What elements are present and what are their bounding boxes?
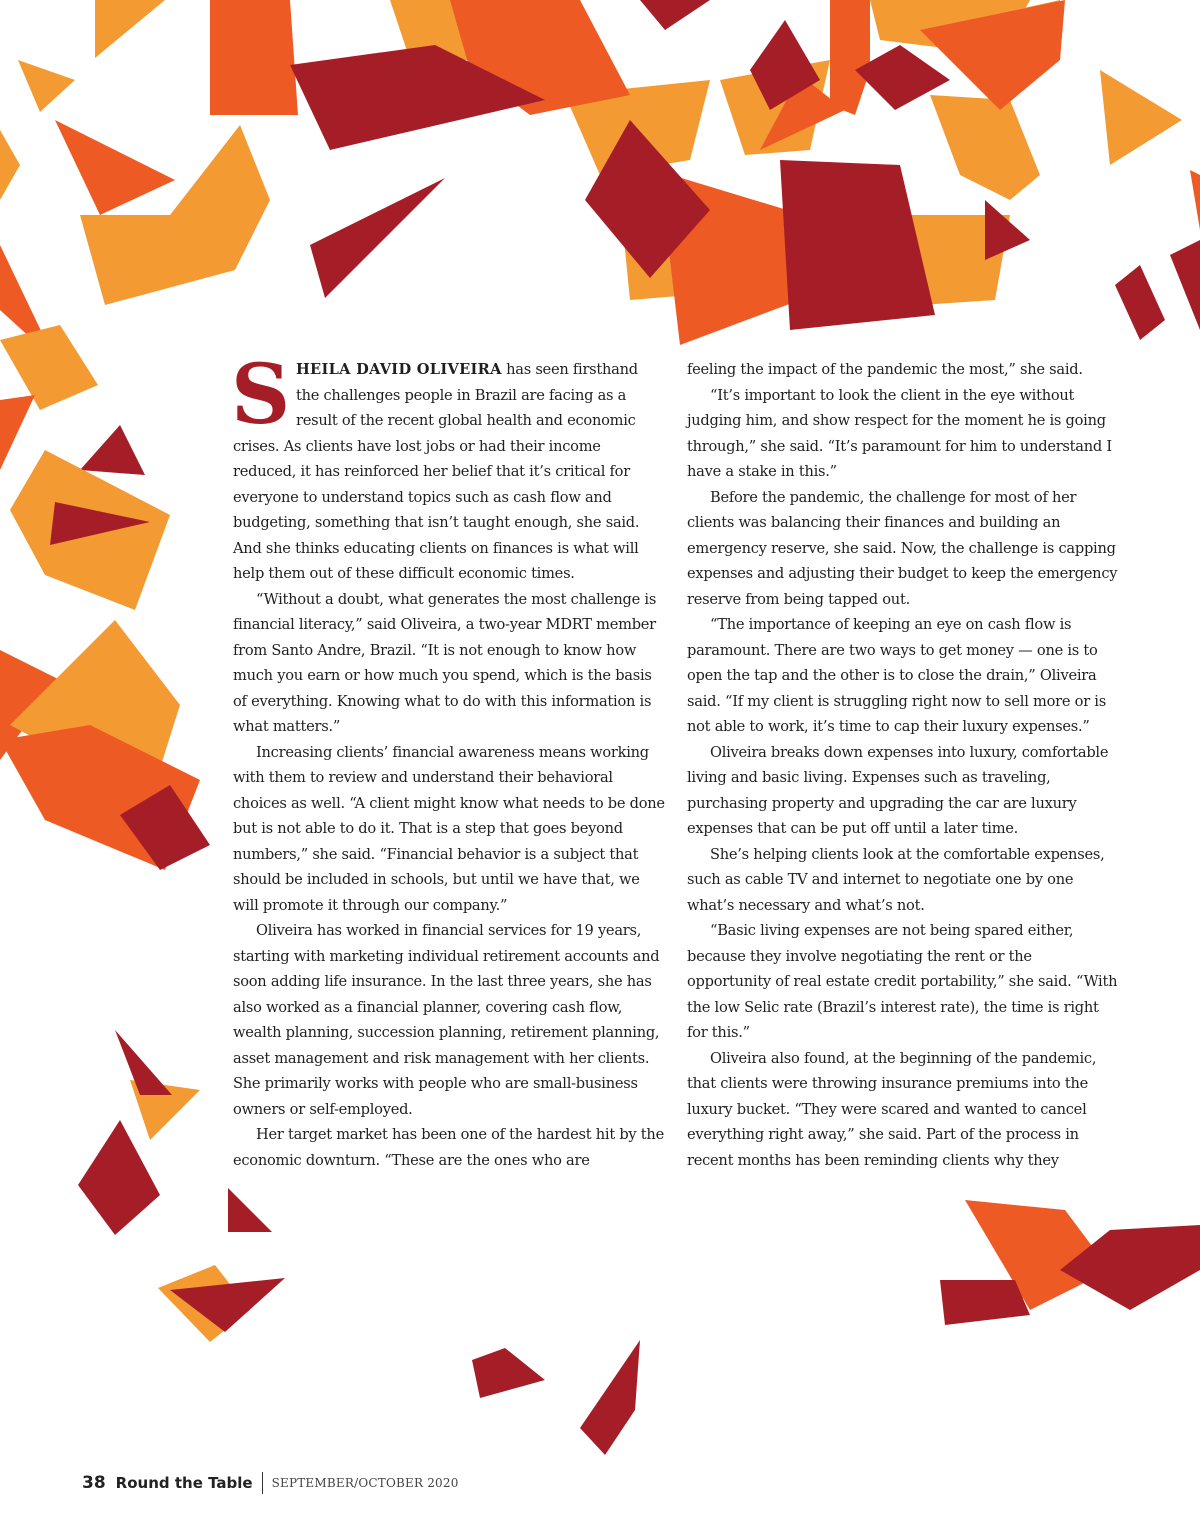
confetti-shape: [210, 0, 298, 115]
body-paragraph: “The importance of keeping an eye on cash flow is paramount. There are two ways to get money — one is to open the tap and the other is to close the drain,” Oliveira said. “If my client is struggling right now to sell more or is not able to work, it’s time to cap their luxury expenses.”: [687, 616, 1106, 735]
confetti-shape: [940, 1280, 1030, 1325]
confetti-shape: [780, 160, 935, 330]
confetti-shape: [985, 200, 1030, 260]
body-paragraph: She’s helping clients look at the comfortable expenses, such as cable TV and internet to negotiate one by one what’s necessary and what’s not.: [687, 845, 1105, 914]
confetti-shape: [0, 130, 20, 200]
lead-name: HEILA DAVID OLIVEIRA: [295, 361, 502, 378]
body-paragraph: Oliveira has worked in financial services for 19 years, starting with marketing individual retirement accounts and soon adding life insurance. In the last three years, she has also worked as a financial planner, covering cash flow, wealth planning, succession planning, retirement planning, asset management and risk management with her clients. She primarily works with people who are small-business owners or self-employed.: [233, 922, 660, 1118]
confetti-shape: [830, 0, 870, 115]
body-paragraph: Her target market has been one of the hardest hit by the economic downturn. “These are the ones who are: [233, 1126, 664, 1169]
footer-divider: [262, 1472, 263, 1494]
confetti-shape: [55, 120, 175, 215]
confetti-shape: [115, 1030, 172, 1095]
body-paragraph: Oliveira also found, at the beginning of the pandemic, that clients were throwing insurance premiums into the luxury bucket. “They were scared and wanted to cancel everything right away,” she said. Part of the process in recent months has been reminding clients why they: [687, 1049, 1097, 1169]
confetti-shape: [1100, 70, 1182, 165]
page-number: 38: [82, 1473, 106, 1493]
body-paragraph: “Without a doubt, what generates the most challenge is financial literacy,” said Oliveira, a two-year MDRT member from Santo Andre, Brazil. “It is not enough to know how much you earn or how much you spend, which is the basis of everything. Knowing what to do with this information is what matters.”: [233, 590, 657, 735]
confetti-shape: [80, 425, 145, 475]
body-paragraph: Increasing clients’ financial awareness means working with them to review and understand their behavioral choices as well. “A client might know what needs to be done but is not able to do it. That is a step that goes beyond numbers,” she said. “Financial behavior is a subject that should be included in schools, but until we have that, we will promote it through our company.”: [233, 743, 665, 914]
confetti-shape: [1115, 265, 1165, 340]
confetti-shape: [1190, 170, 1200, 230]
drop-cap: S: [231, 347, 290, 443]
article-column-2: [687, 357, 1119, 1173]
confetti-shape: [95, 0, 165, 58]
lead-paragraph: [231, 347, 665, 587]
confetti-shape: [0, 395, 35, 470]
body-paragraph: Before the pandemic, the challenge for most of her clients was balancing their finances and building an emergency reserve, she said. Now, the challenge is capping expenses and adjusting their budget to keep the emergency reserve from being tapped out.: [687, 488, 1118, 608]
lead-paragraph-text: has seen firsthand the challenges people in Brazil are facing as a result of the recent global health and economic crises. As clients have lost jobs or had their income reduced, it has reinforced her belief that it’s critical for everyone to understand topics such as cash flow and budgeting, something that isn’t taught enough, she said. And she thinks educating clients on finances is what will help them out of these difficult economic times.: [233, 361, 640, 582]
confetti-shape: [228, 1188, 272, 1232]
body-paragraph: “It’s important to look the client in the eye without judging him, and show respect for the moment he is going through,” she said. “It’s paramount for him to understand I have a stake in this.”: [687, 386, 1112, 480]
page-footer: [82, 1470, 459, 1496]
issue-date: SEPTEMBER/OCTOBER 2020: [271, 1476, 459, 1490]
magazine-name: Round the Table: [115, 1474, 253, 1492]
confetti-shape: [640, 0, 710, 30]
confetti-shape: [930, 95, 1040, 200]
confetti-shape: [580, 1340, 640, 1455]
confetti-shape: [472, 1348, 545, 1398]
confetti-shape: [310, 178, 445, 298]
confetti-shape: [78, 1120, 160, 1235]
confetti-shape: [1170, 240, 1200, 330]
body-paragraph: “Basic living expenses are not being spared either, because they involve negotiating the rent or the opportunity of real estate credit portability,” she said. “With the low Selic rate (Brazil’s interest rate), the time is right for this.”: [687, 922, 1118, 1041]
confetti-shape: [18, 60, 75, 112]
body-paragraph: feeling the impact of the pandemic the most,” she said.: [687, 361, 1083, 378]
article-column-1: [231, 347, 665, 1173]
body-paragraph: Oliveira breaks down expenses into luxury, comfortable living and basic living. Expenses such as traveling, purchasing property and upgrading the car are luxury expenses that can be put off until a later time.: [687, 743, 1109, 837]
confetti-shape: [0, 325, 98, 410]
